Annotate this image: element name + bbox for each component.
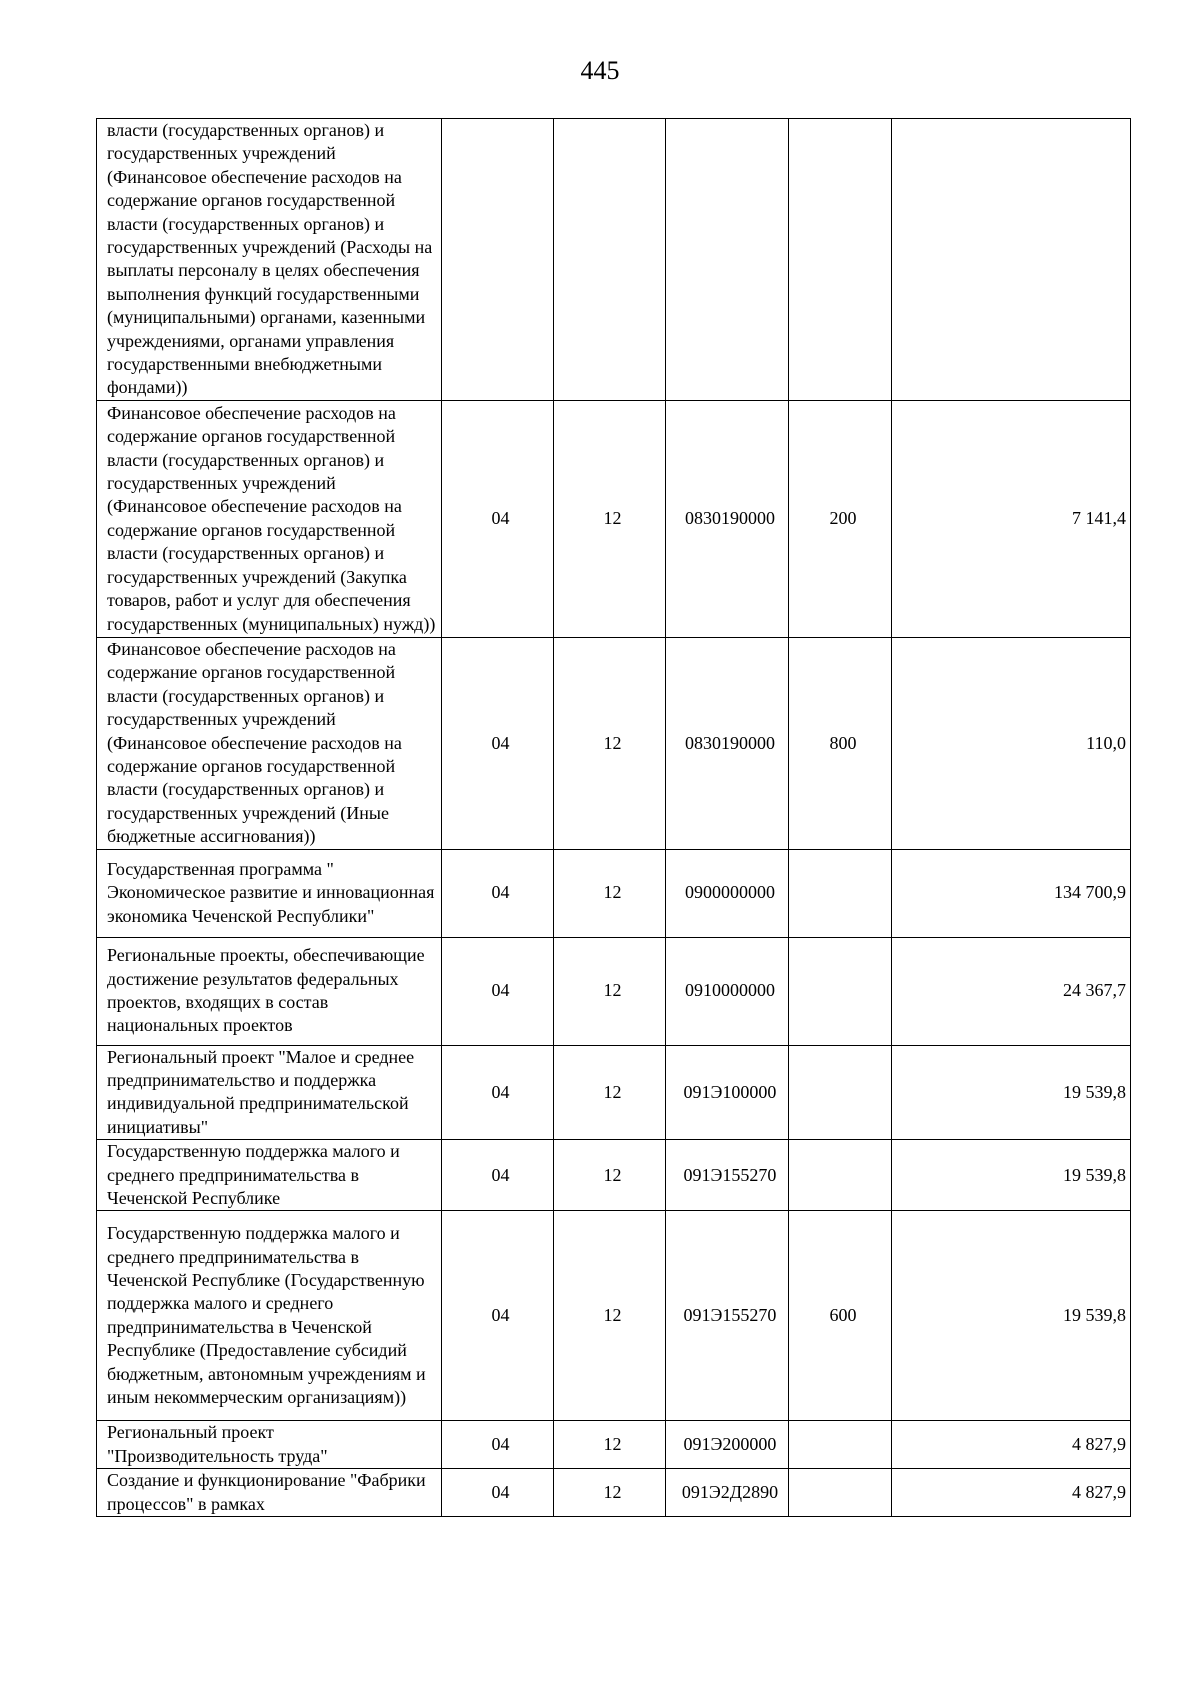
expense-type-cell bbox=[789, 1469, 892, 1517]
section-cell: 04 bbox=[442, 937, 554, 1045]
item-name-cell bbox=[97, 1140, 442, 1211]
table-row bbox=[97, 119, 1131, 401]
expense-type-cell bbox=[789, 1140, 892, 1211]
budget-table bbox=[96, 118, 1131, 1517]
section-cell: 04 bbox=[442, 1045, 554, 1140]
table-row bbox=[97, 1421, 1131, 1469]
item-name-cell bbox=[97, 1421, 442, 1469]
item-name: Региональные проекты, обеспечивающие достижение результатов федеральных проектов, входящих в состав национальных проектов bbox=[107, 945, 425, 1036]
subsection-cell: 12 bbox=[554, 849, 666, 937]
item-name-cell bbox=[97, 637, 442, 849]
amount-cell: 19 539,8 bbox=[892, 1140, 1131, 1211]
table-row bbox=[97, 1211, 1131, 1421]
table-row bbox=[97, 1045, 1131, 1140]
table-row bbox=[97, 1140, 1131, 1211]
item-name-cell bbox=[97, 937, 442, 1045]
item-name-cell bbox=[97, 1469, 442, 1517]
subsection-cell: 12 bbox=[554, 1045, 666, 1140]
amount-cell: 24 367,7 bbox=[892, 937, 1131, 1045]
item-name-cell bbox=[97, 849, 442, 937]
target-article-cell: 0830190000 bbox=[666, 637, 789, 849]
subsection-cell bbox=[554, 119, 666, 401]
subsection-cell: 12 bbox=[554, 400, 666, 637]
amount-cell: 19 539,8 bbox=[892, 1045, 1131, 1140]
item-name-cell bbox=[97, 400, 442, 637]
amount-cell: 134 700,9 bbox=[892, 849, 1131, 937]
amount-cell: 4 827,9 bbox=[892, 1421, 1131, 1469]
item-name: Региональный проект "Малое и среднее предпринимательство и поддержка индивидуальной предпринимательской инициативы" bbox=[107, 1046, 415, 1137]
item-name-cell bbox=[97, 1045, 442, 1140]
target-article-cell: 091Э100000 bbox=[666, 1045, 789, 1140]
subsection-cell: 12 bbox=[554, 1421, 666, 1469]
expense-type-cell: 200 bbox=[789, 400, 892, 637]
table-row bbox=[97, 937, 1131, 1045]
target-article-cell: 0910000000 bbox=[666, 937, 789, 1045]
subsection-cell: 12 bbox=[554, 1211, 666, 1421]
target-article-cell: 091Э2Д2890 bbox=[666, 1469, 789, 1517]
target-article-cell: 091Э155270 bbox=[666, 1211, 789, 1421]
item-name: власти (государственных органов) и государственных учреждений (Финансовое обеспечение расходов на содержание органов государственной власти (государственных органов) и государственных учреждений (Расходы на выплаты персоналу в целях обеспечения выполнения функций государственными (муниципальными) органами, казенными учреждениями, органами управления государственными внебюджетными фондами)) bbox=[107, 120, 433, 398]
expense-type-cell bbox=[789, 849, 892, 937]
expense-type-cell bbox=[789, 119, 892, 401]
item-name: Финансовое обеспечение расходов на содержание органов государственной власти (государственных органов) и государственных учреждений (Финансовое обеспечение расходов на содержание органов государственной власти (государственных органов) и государственных учреждений (Иные бюджетные ассигнования)) bbox=[107, 638, 402, 847]
expense-type-cell bbox=[789, 1421, 892, 1469]
section-cell: 04 bbox=[442, 1211, 554, 1421]
item-name: Государственную поддержка малого и среднего предпринимательства в Чеченской Республике (Государственную поддержка малого и среднего предпринимательства в Чеченской Республике (Предоставление субсидий бюджетным, автономным учреждениям и иным некоммерческим организациям)) bbox=[107, 1223, 426, 1408]
section-cell: 04 bbox=[442, 400, 554, 637]
subsection-cell: 12 bbox=[554, 937, 666, 1045]
item-name: Государственную поддержка малого и среднего предпринимательства в Чеченской Республике bbox=[107, 1141, 400, 1208]
table-row bbox=[97, 849, 1131, 937]
subsection-cell: 12 bbox=[554, 637, 666, 849]
expense-type-cell bbox=[789, 1045, 892, 1140]
table-row bbox=[97, 1469, 1131, 1517]
expense-type-cell: 600 bbox=[789, 1211, 892, 1421]
amount-cell: 110,0 bbox=[892, 637, 1131, 849]
target-article-cell: 0830190000 bbox=[666, 400, 789, 637]
expense-type-cell: 800 bbox=[789, 637, 892, 849]
amount-cell bbox=[892, 119, 1131, 401]
section-cell bbox=[442, 119, 554, 401]
section-cell: 04 bbox=[442, 637, 554, 849]
item-name-cell bbox=[97, 119, 442, 401]
subsection-cell: 12 bbox=[554, 1469, 666, 1517]
amount-cell: 4 827,9 bbox=[892, 1469, 1131, 1517]
target-article-cell: 0900000000 bbox=[666, 849, 789, 937]
subsection-cell: 12 bbox=[554, 1140, 666, 1211]
amount-cell: 7 141,4 bbox=[892, 400, 1131, 637]
item-name: Финансовое обеспечение расходов на содержание органов государственной власти (государственных органов) и государственных учреждений (Финансовое обеспечение расходов на содержание органов государственной власти (государственных органов) и государственных учреждений (Закупка товаров, работ и услуг для обеспечения государственных (муниципальных) нужд)) bbox=[107, 402, 436, 634]
item-name: Государственная программа " Экономическое развитие и инновационная экономика Чеченской Республики" bbox=[107, 858, 435, 926]
section-cell: 04 bbox=[442, 849, 554, 937]
item-name: Создание и функционирование "Фабрики процессов" в рамках bbox=[107, 1470, 426, 1514]
target-article-cell: 091Э155270 bbox=[666, 1140, 789, 1211]
section-cell: 04 bbox=[442, 1421, 554, 1469]
page-number: 445 bbox=[580, 56, 620, 85]
table-row bbox=[97, 400, 1131, 637]
item-name-cell bbox=[97, 1211, 442, 1421]
section-cell: 04 bbox=[442, 1140, 554, 1211]
section-cell: 04 bbox=[442, 1469, 554, 1517]
table-row bbox=[97, 637, 1131, 849]
item-name: Региональный проект "Производительность труда" bbox=[107, 1422, 328, 1466]
amount-cell: 19 539,8 bbox=[892, 1211, 1131, 1421]
target-article-cell bbox=[666, 119, 789, 401]
expense-type-cell bbox=[789, 937, 892, 1045]
target-article-cell: 091Э200000 bbox=[666, 1421, 789, 1469]
